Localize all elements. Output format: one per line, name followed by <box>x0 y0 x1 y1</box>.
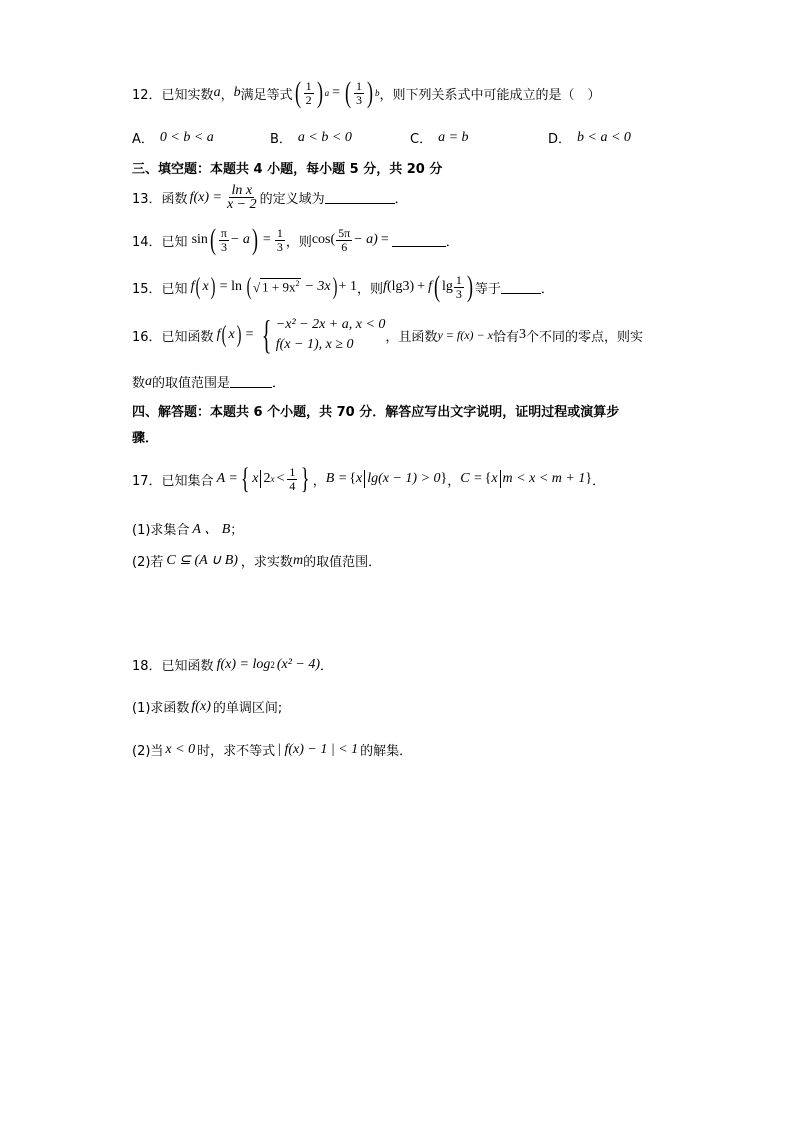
question-13: 13． 函数 f(x) = $\frac{\text{ln x}}{x - 2}$ 的定义域为 ． <box>132 183 408 212</box>
question-16-line-1: 16． 已知函数 f ( x ) = { −x² − 2x + a, x < 0 f(x − 1), x ≥ 0 ，且函数 y = f(x) − x 恰有 3 个不同的零点，则实 <box>132 312 643 357</box>
q17-fraction-1-4: $\frac{1}{4}$ <box>289 464 296 493</box>
question-18-part-2: (2)当 x < 0 时，求不等式 | f(x) − 1 | < 1 的解集． <box>132 741 413 759</box>
q16-piecewise: −x² − 2x + a, x < 0 f(x − 1), x ≥ 0 <box>275 317 386 352</box>
question-14: 14． 已知 sin ( $\frac{\pi}{3}$ − a ) = $\frac{1}{3}$ ，则 cos( $\frac{5\pi}{6}$ − a) = ． <box>132 223 459 256</box>
q12-equals: = <box>332 85 340 100</box>
question-18-part-1: (1)求函数 f(x) 的单调区间; <box>132 698 283 716</box>
question-18-stem: 18． 已知函数 f(x) = log 2 (x² − 4) ． <box>132 656 334 674</box>
section-3-heading: 三、填空题：本题共 4 小题，每小题 5 分，共 20 分 <box>132 162 443 177</box>
section-4-heading: 四、解答题：本题共 6 个小题，共 70 分．解答应写出文字说明，证明过程或演算步 <box>132 405 620 420</box>
q12-fraction-third: $\frac{1}{3}$ <box>356 78 362 107</box>
q14-fraction-pi-3: $\frac{\pi}{3}$ <box>220 225 227 254</box>
q14-fraction-5pi-6: $\frac{5\pi}{6}$ <box>338 225 351 254</box>
question-17-part-2: (2)若 C ⊆ (A ∪ B) ，求实数 m 的取值范围． <box>132 552 382 570</box>
q15-fraction-1-3: $\frac{1}{3}$ <box>455 272 462 301</box>
q12-var-b: b <box>233 85 241 100</box>
question-15: 15． 已知 f ( x ) = ln ( √ $1 + 9x^2$ − 3x ) + 1 ，则 f ( lg3 ) + f ( lg $\frac{1}{3}$ ) 等于 ． <box>132 270 554 303</box>
q13-answer-blank[interactable] <box>325 191 395 204</box>
question-17-part-1: (1)求集合 A 、 B ； <box>132 522 244 538</box>
q12-text-1: 已知实数 <box>161 87 214 103</box>
q12-comma: ， <box>220 87 234 103</box>
q12-text-2: 满足等式 <box>240 87 293 103</box>
q16-answer-blank[interactable] <box>230 375 272 388</box>
q15-answer-blank[interactable] <box>501 281 541 294</box>
q14-answer-blank[interactable] <box>392 234 446 247</box>
question-12-stem: 12． 已知实数 a ， b 满足等式 ( $\frac{1}{2}$ ) a = ( $\frac{1}{3}$ ) b ，则下列关系式中可能成立的是（ ） <box>132 76 601 109</box>
q12-option-a[interactable]: A． 0 < b < a <box>132 129 214 147</box>
q12-text-3: ，则下列关系式中可能成立的是（ ） <box>379 87 601 103</box>
question-17-stem: 17． 已知集合 A = { x 2 x < $\frac{1}{4}$ } ， B = { x lg(x − 1) > 0 } ， C = { x m < x < m + 1 } ． <box>132 462 606 495</box>
q12-exponent-a: a <box>324 88 330 98</box>
q14-fraction-1-3: $\frac{1}{3}$ <box>276 225 283 254</box>
q12-option-d[interactable]: D． b < a < 0 <box>548 129 631 147</box>
q12-option-c[interactable]: C． a = b <box>410 129 469 147</box>
q15-sqrt: √ $1 + 9x^2$ <box>252 279 300 295</box>
q12-var-a: a <box>213 85 221 100</box>
section-4-heading-cont: 骤． <box>132 431 159 446</box>
q13-fraction: $\frac{\text{ln x}}{x - 2}$ <box>226 183 257 212</box>
q12-number: 12． <box>132 87 162 103</box>
q12-fraction-half: $\frac{1}{2}$ <box>305 78 312 107</box>
q12-exponent-b: b <box>375 88 380 98</box>
question-16-line-2: 数 a 的取值范围是 ． <box>132 373 286 391</box>
q12-option-b[interactable]: B． a < b < 0 <box>270 129 352 147</box>
